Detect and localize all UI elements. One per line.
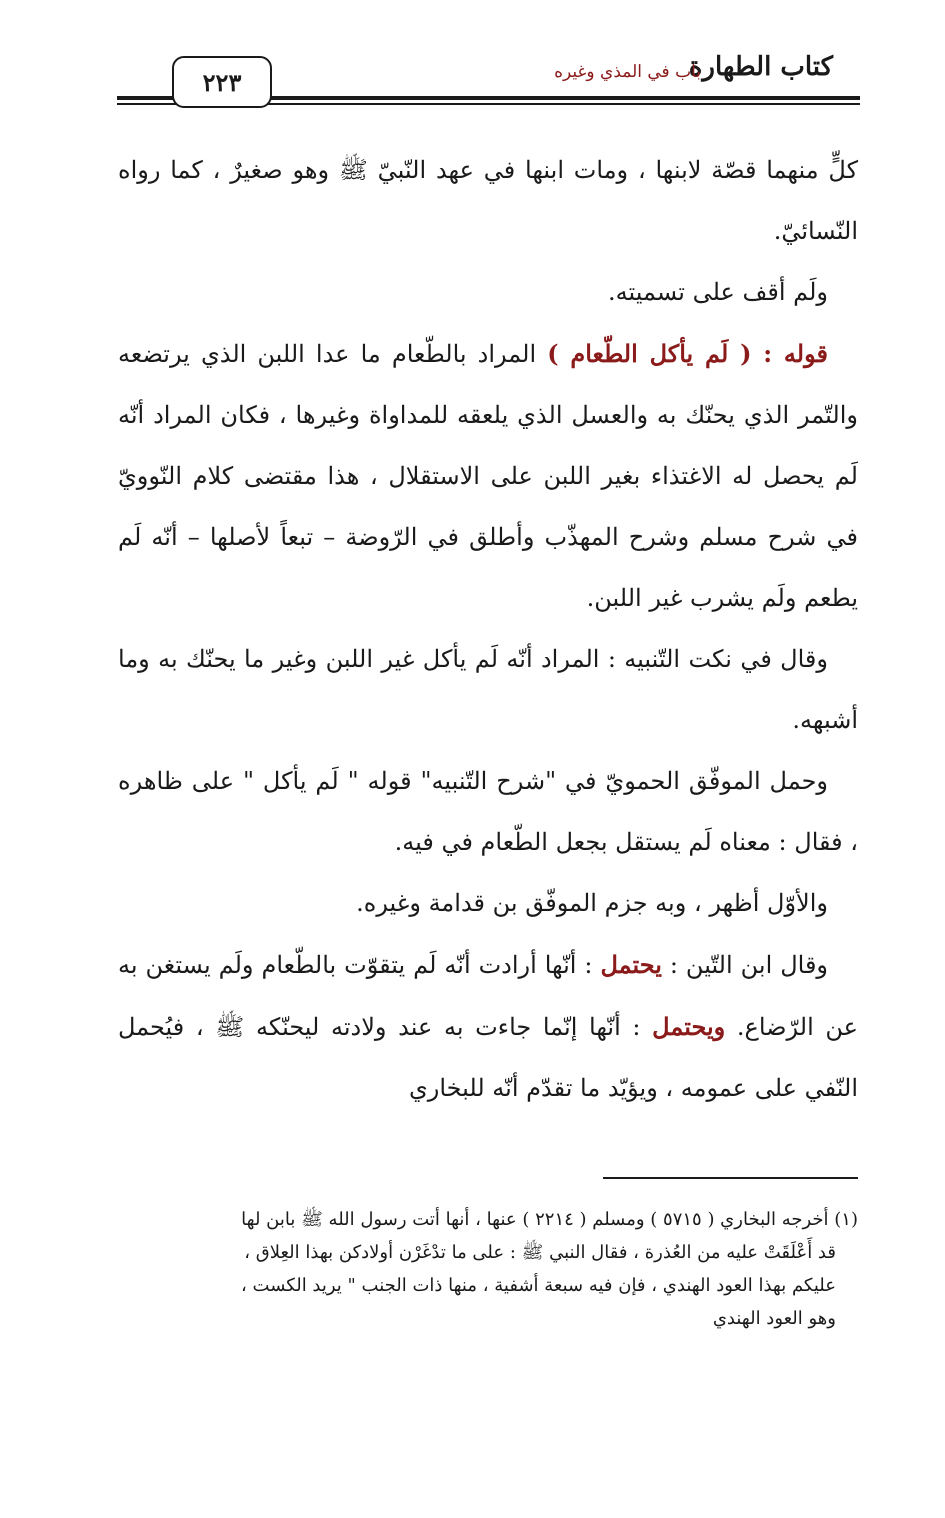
main-text	[118, 140, 858, 1119]
keyword-yahtamil-2: ويحتمل	[652, 1012, 726, 1041]
paragraph-7-text-b: : أنّها أرادت أنّه لَم يتقوّت بالطّعام ولَم يستغن به عن الرّضاع.	[118, 951, 858, 1041]
footnote	[118, 1203, 858, 1335]
chapter-title: باب في المذي وغيره	[554, 62, 701, 82]
paragraph-6: والأوّل أظهر ، وبه جزم الموفّق بن قدامة وغيره.	[356, 889, 828, 917]
paragraph-3-text: المراد بالطّعام ما عدا اللبن الذي يرتضعه والتّمر الذي يحنّك به والعسل الذي يلعقه للمداواة وغيرها ، فكان المراد أنّه لَم يحصل له الاغتذاء بغير اللبن على الاستقلال ، هذا مقتضى كلام النّوويّ في شرح مسلم وشرح المهذّب وأطلق في الرّوضة – تبعاً لأصلها – أنّه لَم يطعم ولَم يشرب غير اللبن.	[118, 340, 858, 612]
paragraph-4: وقال في نكت التّنبيه : المراد أنّه لَم يأكل غير اللبن وغير ما يحنّك به وما أشبهه.	[118, 645, 858, 734]
page-number: ٢٢٣	[202, 67, 242, 97]
footnote-line-2: قد أَعْلَقَتْ عليه من العُذرة ، فقال النبي ﷺ : على ما تدْغَرْن أولادكن بهذا العِلاق ،	[244, 1242, 836, 1263]
paragraph-7-text-c: : أنّها إنّما جاءت به عند ولادته ليحنّكه ﷺ ، فيُحمل النّفي على عمومه ، ويؤيّد ما تقدّم أنّه للبخاري	[118, 1013, 858, 1102]
footnote-separator	[603, 1177, 858, 1179]
paragraph-7	[118, 934, 858, 1119]
book-title: كتاب الطهارة	[688, 52, 833, 82]
footnote-line-3: عليكم بهذا العود الهندي ، فإن فيه سبعة أشفية ، منها ذات الجنب " يريد الكست ،	[241, 1275, 836, 1296]
paragraph-3	[118, 323, 858, 629]
paragraph-2: ولَم أقف على تسميته.	[608, 278, 828, 306]
paragraph-7-text-a: وقال ابن التّين :	[661, 951, 829, 979]
keyword-yahtamil-1: يحتمل	[600, 950, 662, 979]
paragraph-5: وحمل الموفّق الحمويّ في "شرح التّنبيه" قوله " لَم يأكل " على ظاهره ، فقال : معناه لَم يستقل بجعل الطّعام في فيه.	[118, 767, 858, 856]
footnote-line-1: (١) أخرجه البخاري ( ٥٧١٥ ) ومسلم ( ٢٢١٤ ) عنها ، أنها أتت رسول الله ﷺ بابن لها	[241, 1209, 858, 1230]
paragraph-1: كلٍّ منهما قصّة لابنها ، ومات ابنها في عهد النّبيّ ﷺ وهو صغيرٌ ، كما رواه النّسائيّ.	[118, 156, 858, 245]
page-header	[0, 0, 945, 120]
page-number-box	[172, 56, 272, 108]
quote-heading: قوله : ( لَم يأكل الطّعام )	[547, 339, 828, 368]
footnote-line-4: وهو العود الهندي	[712, 1308, 836, 1329]
